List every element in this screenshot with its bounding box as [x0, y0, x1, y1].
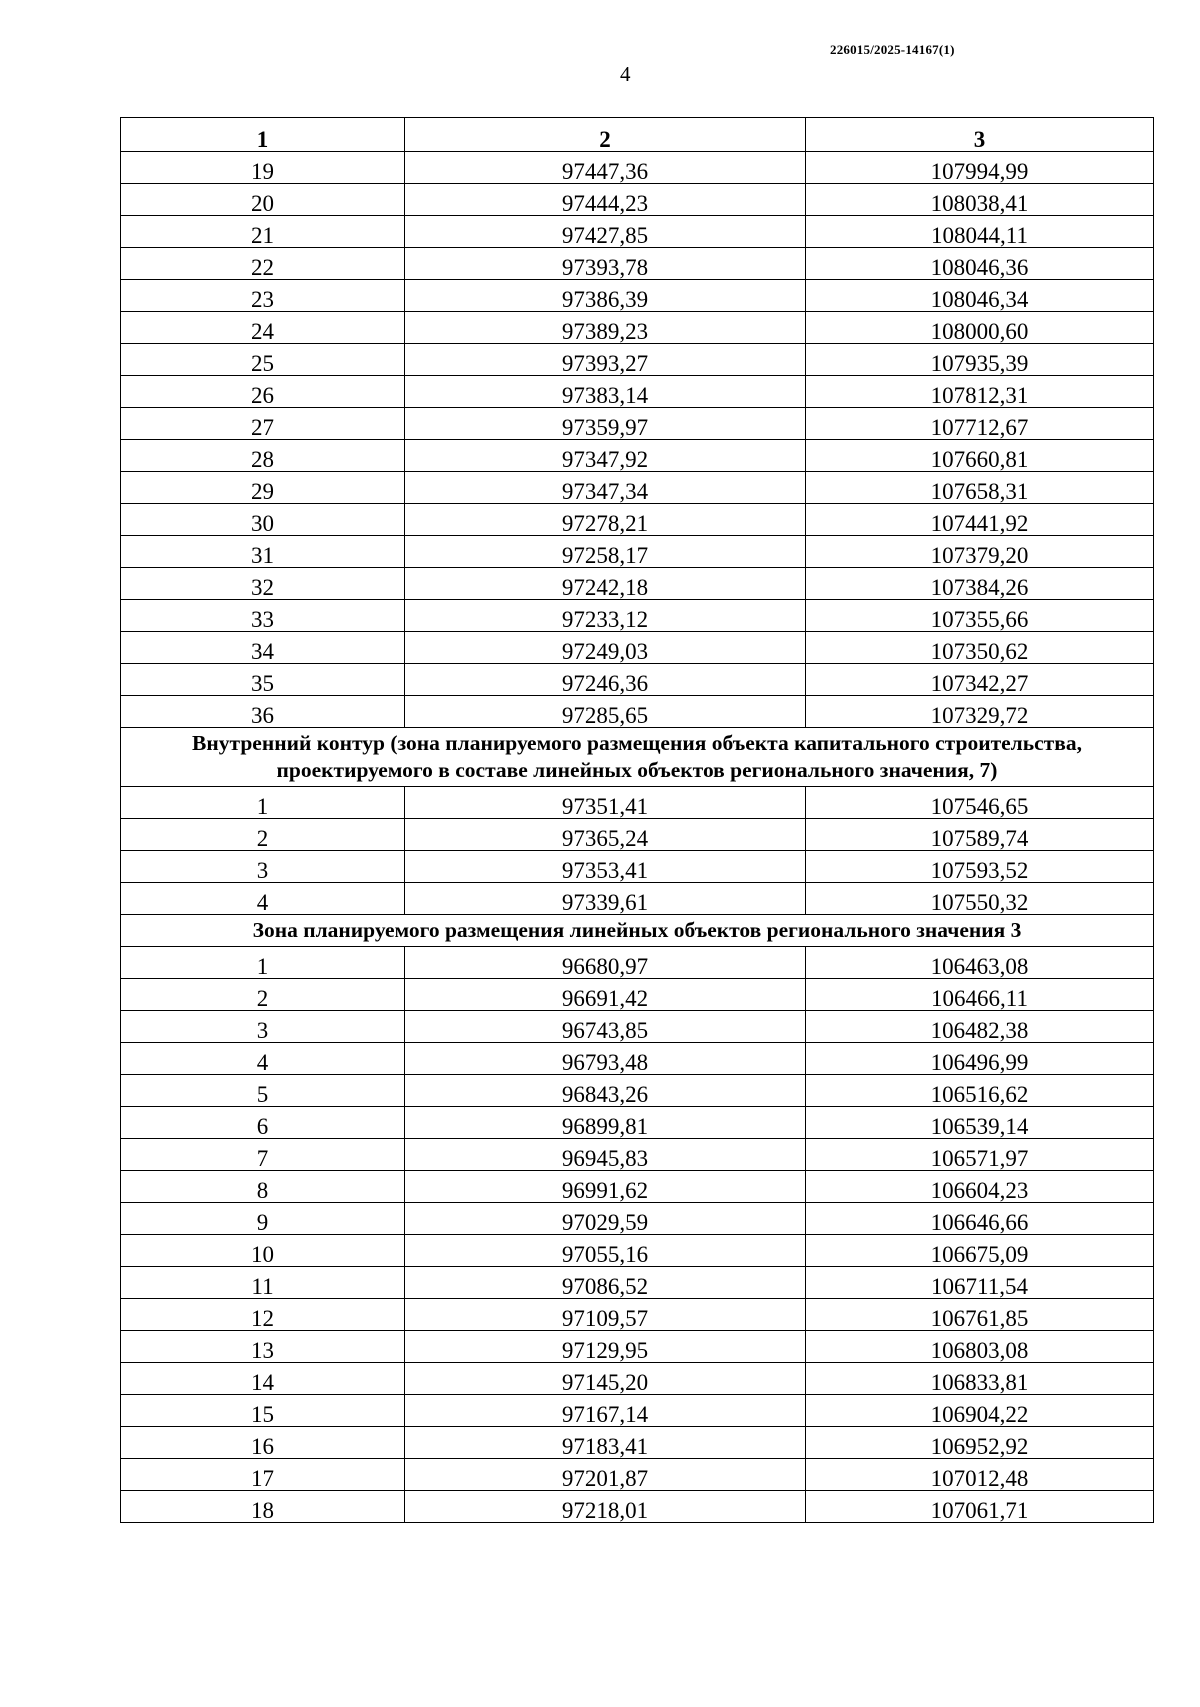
column-header-3: 3 — [806, 118, 1154, 152]
table-row — [121, 1427, 1154, 1459]
table-row — [121, 600, 1154, 632]
x-coordinate-cell: 97359,97 — [405, 408, 806, 440]
point-number-cell: 10 — [121, 1235, 405, 1267]
table-row — [121, 312, 1154, 344]
y-coordinate-cell: 107342,27 — [806, 664, 1154, 696]
point-number-cell: 2 — [121, 819, 405, 851]
y-coordinate-cell: 106604,23 — [806, 1171, 1154, 1203]
y-coordinate-cell: 107935,39 — [806, 344, 1154, 376]
y-coordinate-cell: 108000,60 — [806, 312, 1154, 344]
table-row — [121, 536, 1154, 568]
section-title-inner-contour: Внутренний контур (зона планируемого размещения объекта капитального строительства, проектируемого в составе линейных объектов регионального значения, 7) — [121, 728, 1154, 787]
x-coordinate-cell: 97389,23 — [405, 312, 806, 344]
y-coordinate-cell: 108046,36 — [806, 248, 1154, 280]
x-coordinate-cell: 97353,41 — [405, 851, 806, 883]
x-coordinate-cell: 97218,01 — [405, 1491, 806, 1523]
x-coordinate-cell: 97167,14 — [405, 1395, 806, 1427]
point-number-cell: 23 — [121, 280, 405, 312]
x-coordinate-cell: 96793,48 — [405, 1043, 806, 1075]
point-number-cell: 20 — [121, 184, 405, 216]
y-coordinate-cell: 106646,66 — [806, 1203, 1154, 1235]
x-coordinate-cell: 97365,24 — [405, 819, 806, 851]
y-coordinate-cell: 107546,65 — [806, 787, 1154, 819]
y-coordinate-cell: 107061,71 — [806, 1491, 1154, 1523]
x-coordinate-cell: 97145,20 — [405, 1363, 806, 1395]
point-number-cell: 4 — [121, 883, 405, 915]
y-coordinate-cell: 107994,99 — [806, 152, 1154, 184]
table-header — [121, 118, 1154, 152]
point-number-cell: 36 — [121, 696, 405, 728]
y-coordinate-cell: 106516,62 — [806, 1075, 1154, 1107]
table-row — [121, 947, 1154, 979]
x-coordinate-cell: 97129,95 — [405, 1331, 806, 1363]
y-coordinate-cell: 107550,32 — [806, 883, 1154, 915]
point-number-cell: 18 — [121, 1491, 405, 1523]
point-number-cell: 2 — [121, 979, 405, 1011]
y-coordinate-cell: 108046,34 — [806, 280, 1154, 312]
point-number-cell: 29 — [121, 472, 405, 504]
table-row — [121, 1363, 1154, 1395]
table-row — [121, 152, 1154, 184]
table-row — [121, 280, 1154, 312]
point-number-cell: 30 — [121, 504, 405, 536]
point-number-cell: 16 — [121, 1427, 405, 1459]
point-number-cell: 24 — [121, 312, 405, 344]
column-header-1: 1 — [121, 118, 405, 152]
table-body — [121, 152, 1154, 1523]
point-number-cell: 21 — [121, 216, 405, 248]
y-coordinate-cell: 107660,81 — [806, 440, 1154, 472]
y-coordinate-cell: 106466,11 — [806, 979, 1154, 1011]
y-coordinate-cell: 107012,48 — [806, 1459, 1154, 1491]
table-row — [121, 787, 1154, 819]
point-number-cell: 26 — [121, 376, 405, 408]
y-coordinate-cell: 106904,22 — [806, 1395, 1154, 1427]
y-coordinate-cell: 107329,72 — [806, 696, 1154, 728]
x-coordinate-cell: 97029,59 — [405, 1203, 806, 1235]
page-number: 4 — [620, 62, 631, 86]
point-number-cell: 32 — [121, 568, 405, 600]
coordinates-table — [120, 117, 1154, 1523]
table-row — [121, 883, 1154, 915]
x-coordinate-cell: 96945,83 — [405, 1139, 806, 1171]
x-coordinate-cell: 97386,39 — [405, 280, 806, 312]
table-row — [121, 1203, 1154, 1235]
point-number-cell: 11 — [121, 1267, 405, 1299]
y-coordinate-cell: 106463,08 — [806, 947, 1154, 979]
table-row — [121, 1459, 1154, 1491]
point-number-cell: 31 — [121, 536, 405, 568]
table-row — [121, 696, 1154, 728]
table-row — [121, 504, 1154, 536]
point-number-cell: 35 — [121, 664, 405, 696]
y-coordinate-cell: 107593,52 — [806, 851, 1154, 883]
x-coordinate-cell: 97242,18 — [405, 568, 806, 600]
point-number-cell: 9 — [121, 1203, 405, 1235]
table-row — [121, 1235, 1154, 1267]
y-coordinate-cell: 107712,67 — [806, 408, 1154, 440]
table-row — [121, 819, 1154, 851]
y-coordinate-cell: 107384,26 — [806, 568, 1154, 600]
table-row — [121, 1491, 1154, 1523]
point-number-cell: 33 — [121, 600, 405, 632]
x-coordinate-cell: 97109,57 — [405, 1299, 806, 1331]
table-row — [121, 1331, 1154, 1363]
table-row — [121, 1267, 1154, 1299]
x-coordinate-cell: 96743,85 — [405, 1011, 806, 1043]
table-row — [121, 568, 1154, 600]
y-coordinate-cell: 106675,09 — [806, 1235, 1154, 1267]
x-coordinate-cell: 96691,42 — [405, 979, 806, 1011]
x-coordinate-cell: 96991,62 — [405, 1171, 806, 1203]
point-number-cell: 3 — [121, 1011, 405, 1043]
table-row — [121, 216, 1154, 248]
table-row — [121, 632, 1154, 664]
x-coordinate-cell: 96843,26 — [405, 1075, 806, 1107]
y-coordinate-cell: 107589,74 — [806, 819, 1154, 851]
point-number-cell: 19 — [121, 152, 405, 184]
x-coordinate-cell: 97393,27 — [405, 344, 806, 376]
x-coordinate-cell: 97427,85 — [405, 216, 806, 248]
column-header-2: 2 — [405, 118, 806, 152]
point-number-cell: 3 — [121, 851, 405, 883]
x-coordinate-cell: 97393,78 — [405, 248, 806, 280]
y-coordinate-cell: 106952,92 — [806, 1427, 1154, 1459]
x-coordinate-cell: 97347,92 — [405, 440, 806, 472]
x-coordinate-cell: 97444,23 — [405, 184, 806, 216]
y-coordinate-cell: 106761,85 — [806, 1299, 1154, 1331]
x-coordinate-cell: 97383,14 — [405, 376, 806, 408]
table-row — [121, 1395, 1154, 1427]
point-number-cell: 28 — [121, 440, 405, 472]
table-row — [121, 851, 1154, 883]
y-coordinate-cell: 108044,11 — [806, 216, 1154, 248]
header-row — [121, 118, 1154, 152]
y-coordinate-cell: 106539,14 — [806, 1107, 1154, 1139]
point-number-cell: 22 — [121, 248, 405, 280]
table-row — [121, 1171, 1154, 1203]
table-row — [121, 1011, 1154, 1043]
y-coordinate-cell: 106833,81 — [806, 1363, 1154, 1395]
y-coordinate-cell: 106571,97 — [806, 1139, 1154, 1171]
table-row — [121, 1043, 1154, 1075]
point-number-cell: 17 — [121, 1459, 405, 1491]
table-row — [121, 472, 1154, 504]
x-coordinate-cell: 96899,81 — [405, 1107, 806, 1139]
point-number-cell: 34 — [121, 632, 405, 664]
table-row — [121, 1139, 1154, 1171]
section-row — [121, 915, 1154, 947]
point-number-cell: 8 — [121, 1171, 405, 1203]
document-id: 226015/2025-14167(1) — [830, 42, 955, 57]
point-number-cell: 5 — [121, 1075, 405, 1107]
x-coordinate-cell: 97278,21 — [405, 504, 806, 536]
table-row — [121, 184, 1154, 216]
x-coordinate-cell: 97285,65 — [405, 696, 806, 728]
y-coordinate-cell: 108038,41 — [806, 184, 1154, 216]
table-row — [121, 1075, 1154, 1107]
y-coordinate-cell: 106482,38 — [806, 1011, 1154, 1043]
point-number-cell: 6 — [121, 1107, 405, 1139]
x-coordinate-cell: 97233,12 — [405, 600, 806, 632]
y-coordinate-cell: 107441,92 — [806, 504, 1154, 536]
point-number-cell: 4 — [121, 1043, 405, 1075]
section-title-linear-zone: Зона планируемого размещения линейных объектов регионального значения 3 — [121, 915, 1154, 947]
y-coordinate-cell: 107658,31 — [806, 472, 1154, 504]
y-coordinate-cell: 107350,62 — [806, 632, 1154, 664]
table-row — [121, 408, 1154, 440]
x-coordinate-cell: 97258,17 — [405, 536, 806, 568]
x-coordinate-cell: 97351,41 — [405, 787, 806, 819]
table-row — [121, 1299, 1154, 1331]
point-number-cell: 12 — [121, 1299, 405, 1331]
point-number-cell: 25 — [121, 344, 405, 376]
point-number-cell: 13 — [121, 1331, 405, 1363]
x-coordinate-cell: 97347,34 — [405, 472, 806, 504]
y-coordinate-cell: 107812,31 — [806, 376, 1154, 408]
table-row — [121, 1107, 1154, 1139]
point-number-cell: 1 — [121, 787, 405, 819]
point-number-cell: 14 — [121, 1363, 405, 1395]
x-coordinate-cell: 97086,52 — [405, 1267, 806, 1299]
point-number-cell: 15 — [121, 1395, 405, 1427]
x-coordinate-cell: 96680,97 — [405, 947, 806, 979]
table-row — [121, 344, 1154, 376]
y-coordinate-cell: 106711,54 — [806, 1267, 1154, 1299]
x-coordinate-cell: 97339,61 — [405, 883, 806, 915]
x-coordinate-cell: 97183,41 — [405, 1427, 806, 1459]
x-coordinate-cell: 97447,36 — [405, 152, 806, 184]
x-coordinate-cell: 97201,87 — [405, 1459, 806, 1491]
x-coordinate-cell: 97055,16 — [405, 1235, 806, 1267]
table-row — [121, 248, 1154, 280]
section-row — [121, 728, 1154, 787]
point-number-cell: 27 — [121, 408, 405, 440]
y-coordinate-cell: 106803,08 — [806, 1331, 1154, 1363]
table-row — [121, 376, 1154, 408]
table-row — [121, 979, 1154, 1011]
table-row — [121, 664, 1154, 696]
point-number-cell: 1 — [121, 947, 405, 979]
point-number-cell: 7 — [121, 1139, 405, 1171]
x-coordinate-cell: 97246,36 — [405, 664, 806, 696]
x-coordinate-cell: 97249,03 — [405, 632, 806, 664]
y-coordinate-cell: 106496,99 — [806, 1043, 1154, 1075]
table-row — [121, 440, 1154, 472]
y-coordinate-cell: 107355,66 — [806, 600, 1154, 632]
y-coordinate-cell: 107379,20 — [806, 536, 1154, 568]
